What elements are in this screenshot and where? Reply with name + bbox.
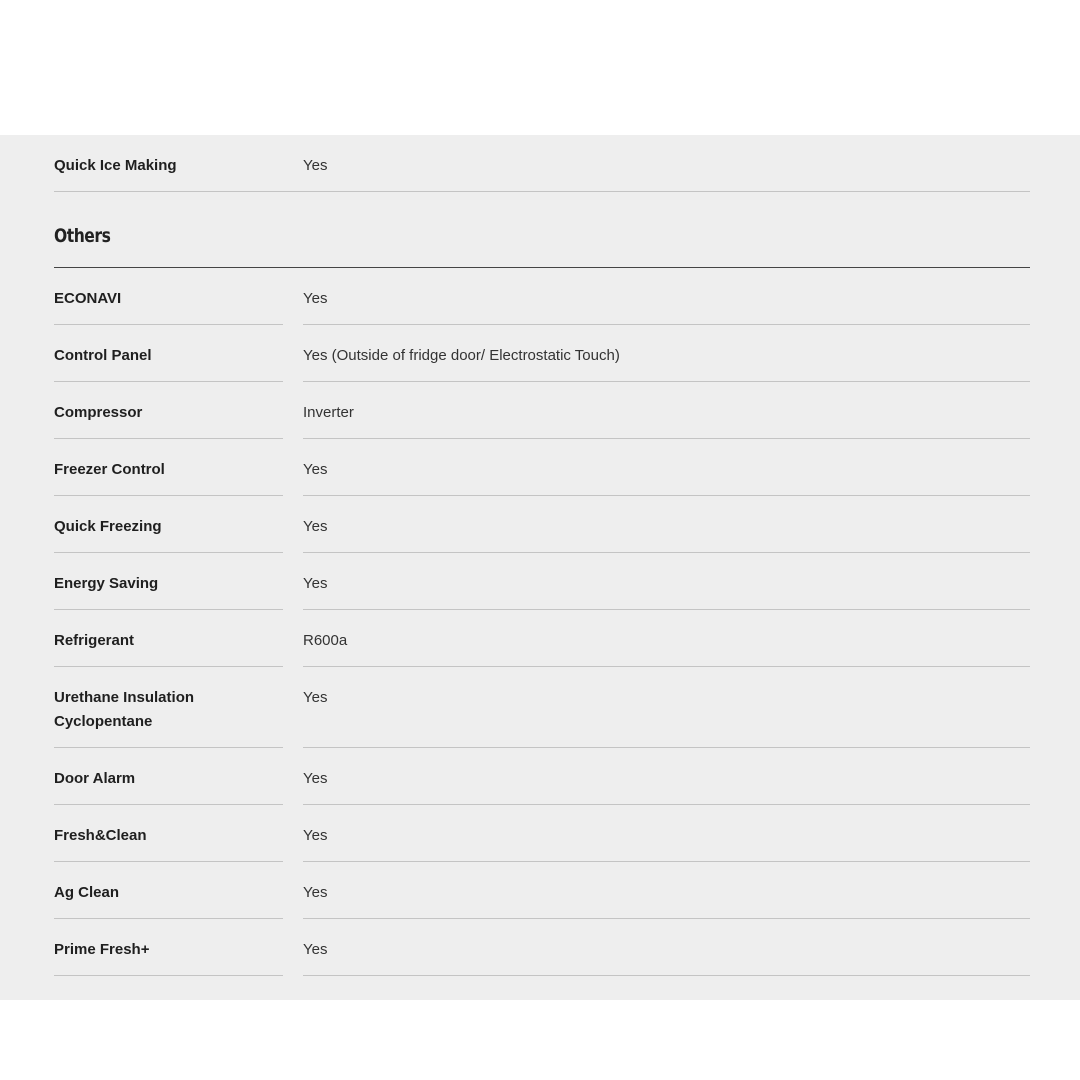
spec-row-energy-saving (54, 553, 1030, 610)
spec-value: Yes (303, 496, 1030, 553)
spec-label: Urethane Insulation Cyclopentane (54, 667, 283, 748)
spec-gap (283, 135, 303, 192)
spec-gap (283, 919, 303, 976)
spec-label: Door Alarm (54, 748, 283, 805)
spec-gap (283, 553, 303, 610)
spec-label: Freezer Control (54, 439, 283, 496)
spec-label: Prime Fresh+ (54, 919, 283, 976)
spec-value: Yes (303, 748, 1030, 805)
spec-gap (283, 862, 303, 919)
spec-label: Refrigerant (54, 610, 283, 667)
spec-value: Yes (303, 268, 1030, 325)
spec-table (54, 135, 1030, 976)
spec-row-quick-ice-making (54, 135, 1030, 192)
spec-row-urethane-insulation (54, 667, 1030, 748)
spec-label: Control Panel (54, 325, 283, 382)
spec-gap (283, 439, 303, 496)
spec-gap (283, 748, 303, 805)
spec-value: Yes (303, 919, 1030, 976)
spec-label: Energy Saving (54, 553, 283, 610)
spec-row-quick-freezing (54, 496, 1030, 553)
spec-row-ag-clean (54, 862, 1030, 919)
spec-value: Inverter (303, 382, 1030, 439)
spec-row-compressor (54, 382, 1030, 439)
section-heading (54, 192, 1030, 268)
spec-gap (283, 667, 303, 748)
spec-gap (283, 268, 303, 325)
spec-row-control-panel (54, 325, 1030, 382)
spec-value: Yes (303, 135, 1030, 192)
spec-panel (0, 135, 1080, 1000)
spec-label: ECONAVI (54, 268, 283, 325)
spec-row-refrigerant (54, 610, 1030, 667)
spec-value: Yes (303, 439, 1030, 496)
spec-row-econavi (54, 268, 1030, 325)
spec-gap (283, 805, 303, 862)
spec-label: Quick Freezing (54, 496, 283, 553)
spec-value: Yes (Outside of fridge door/ Electrostatic Touch) (303, 325, 1030, 382)
spec-value: Yes (303, 805, 1030, 862)
spec-gap (283, 325, 303, 382)
spec-label: Fresh&Clean (54, 805, 283, 862)
spec-value: Yes (303, 667, 1030, 748)
spec-row-fresh-clean (54, 805, 1030, 862)
spec-value: Yes (303, 862, 1030, 919)
spec-row-freezer-control (54, 439, 1030, 496)
spec-gap (283, 610, 303, 667)
spec-gap (283, 382, 303, 439)
spec-label: Quick Ice Making (54, 135, 283, 192)
spec-row-prime-fresh-plus (54, 919, 1030, 976)
section-title: Others (54, 225, 111, 247)
spec-label: Ag Clean (54, 862, 283, 919)
spec-value: Yes (303, 553, 1030, 610)
spec-row-door-alarm (54, 748, 1030, 805)
spec-gap (283, 496, 303, 553)
spec-label: Compressor (54, 382, 283, 439)
spec-value: R600a (303, 610, 1030, 667)
